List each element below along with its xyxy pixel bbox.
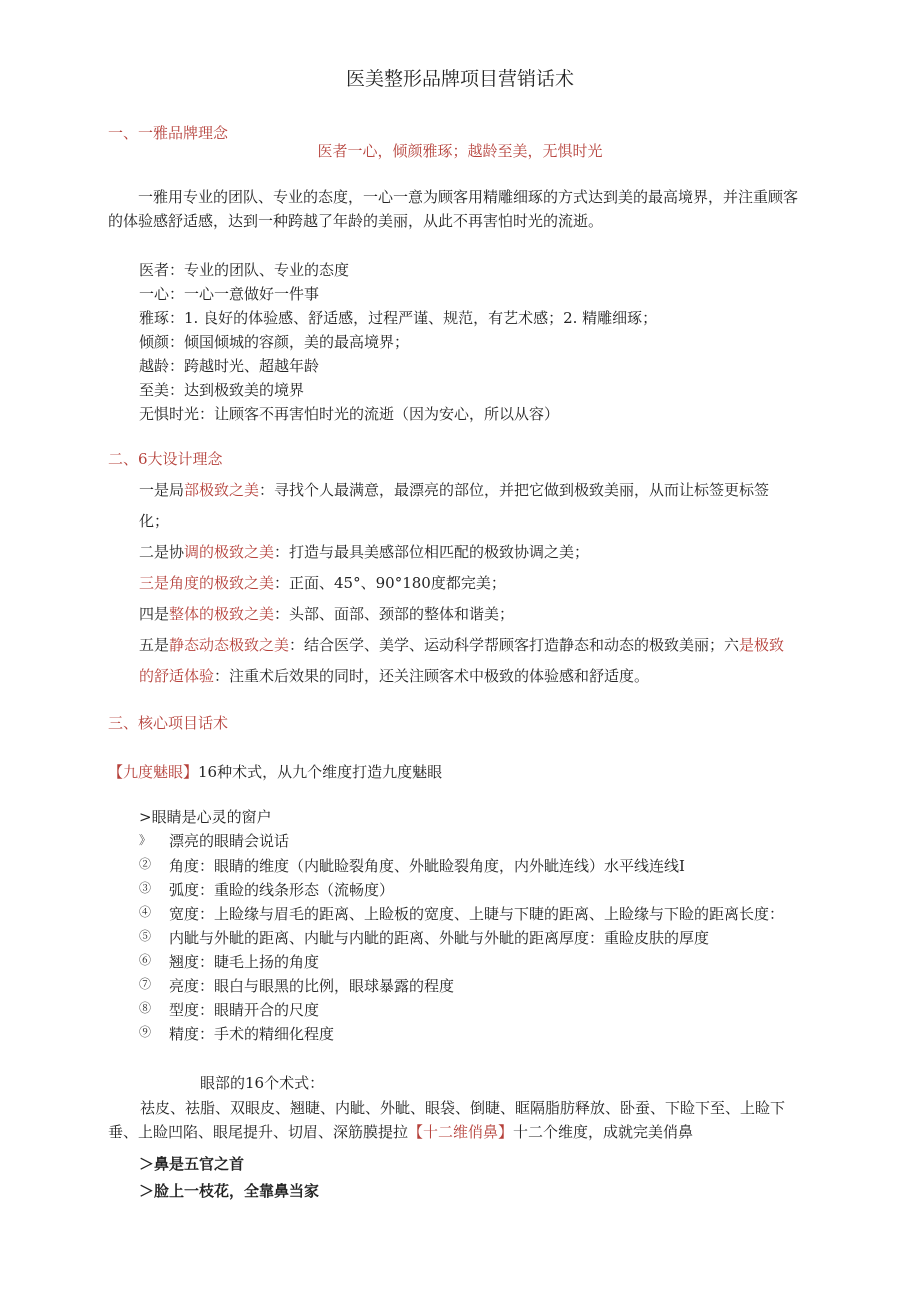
design-concept-3 [139, 572, 506, 593]
eye-methods-paragraph [108, 1096, 808, 1144]
highlight: 整体的极致之美 [169, 605, 275, 623]
concept-item: 医者：专业的团队、专业的态度 [139, 261, 350, 279]
highlight: 三是角度的极致之美 [139, 574, 275, 592]
eye-project-tag: 【九度魅眼】 [108, 763, 199, 781]
concept-item: 无惧时光：让顾客不再害怕时光的流逝（因为安心，所以从容） [139, 405, 560, 423]
concept-item: 越龄：跨越时光、超越年龄 [139, 357, 320, 375]
eye-project-line [108, 761, 442, 782]
eye-subtitle: >眼睛是心灵的窗户 [139, 808, 272, 826]
concept-item: 雅琢：1. 良好的体验感、舒适感，过程严谨、规范，有艺术感；2. 精雕细琢； [139, 309, 658, 327]
text: 一是局 [139, 481, 185, 499]
text: 五是 [139, 636, 170, 654]
eye-dimension-item: 角度：眼睛的维度（内眦睑裂角度、外眦睑裂角度，内外眦连线）水平线连线I [169, 857, 685, 875]
design-concept-1 [139, 479, 769, 500]
eye-dimension-item: 翘度：睫毛上扬的角度 [169, 953, 320, 971]
circled-number-markers: 》②③④⑤⑥⑦⑧⑨ [139, 833, 152, 1039]
brand-intro: 一雅用专业的团队、专业的态度，一心一意为顾客用精雕细琢的方式达到美的最高境界，并注重顾客的体验感舒适感，达到一种跨越了年龄的美丽，从此不再害怕时光的流逝。 [108, 188, 799, 230]
section-2-heading: 二、6大设计理念 [108, 450, 223, 468]
design-concept-1-cont: 化； [139, 512, 170, 530]
text: ：寻找个人最满意，最漂亮的部位，并把它做到极致美丽，从而让标签更标签 [259, 481, 770, 499]
concept-item: 倾颜：倾国倾城的容颜，美的最高境界； [139, 333, 410, 351]
eye-dimension-item: 漂亮的眼睛会说话 [169, 832, 290, 850]
eye-dimension-item: 宽度：上睑缘与眉毛的距离、上睑板的宽度、上睫与下睫的距离、上睑缘与下睑的距离长度： [169, 905, 785, 923]
nose-line: ＞脸上一枝花，全靠鼻当家 [139, 1182, 320, 1200]
nose-project-text: 十二个维度，成就完美俏鼻 [513, 1123, 694, 1141]
eye-project-text: 16种术式，从九个维度打造九度魅眼 [198, 763, 443, 781]
text: 二是协 [139, 543, 185, 561]
eye-dimension-item: 内眦与外眦的距离、内眦与内眦的距离、外眦与外眦的距离厚度：重睑皮肤的厚度 [169, 929, 710, 947]
eye-methods-list: 祛皮、祛脂、双眼皮、翘睫、内眦、外眦、眼袋、倒睫、眶隔脂肪释放、卧蚕、下睑下至、上睑下垂、上睑凹陷、眼尾提升、切眉、深筋膜提拉 [108, 1099, 786, 1141]
eye-methods-title: 眼部的16个术式： [200, 1074, 325, 1092]
page-title: 医美整形品牌项目营销话术 [345, 68, 574, 90]
text: ：头部、面部、颈部的整体和谐美； [274, 605, 515, 623]
section-1-heading: 一、一雅品牌理念 [108, 124, 229, 142]
concept-item: 一心：一心一意做好一件事 [139, 285, 320, 303]
highlight: 部极致之美 [184, 481, 260, 499]
section-3-heading: 三、核心项目话术 [108, 714, 229, 732]
concept-item: 至美：达到极致美的境界 [139, 381, 305, 399]
design-concept-4 [139, 603, 514, 624]
eye-dimension-item: 型度：眼睛开合的尺度 [169, 1001, 320, 1019]
text: 四是 [139, 605, 170, 623]
text: ：结合医学、美学、运动科学帮顾客打造静态和动态的极致美丽；六 [289, 636, 740, 654]
highlight: 是极致 [739, 636, 785, 654]
brand-slogan: 医者一心，倾颜雅琢；越龄至美，无惧时光 [317, 142, 603, 160]
design-concept-6 [139, 665, 649, 686]
nose-project-tag: 【十二维俏鼻】 [408, 1123, 514, 1141]
highlight: 的舒适体验 [139, 667, 215, 685]
design-concept-5 [139, 634, 784, 655]
nose-line: ＞鼻是五官之首 [139, 1155, 245, 1173]
text: ：打造与最具美感部位相匹配的极致协调之美； [274, 543, 590, 561]
eye-dimension-item: 亮度：眼白与眼黑的比例，眼球暴露的程度 [169, 977, 455, 995]
text: ：注重术后效果的同时，还关注顾客术中极致的体验感和舒适度。 [214, 667, 650, 685]
highlight: 静态动态极致之美 [169, 636, 290, 654]
eye-dimension-item: 精度：手术的精细化程度 [169, 1025, 335, 1043]
design-concept-2 [139, 541, 589, 562]
text: ：正面、45°、90°180度都完美； [274, 574, 506, 592]
eye-dimension-item: 弧度：重睑的线条形态（流畅度） [169, 881, 395, 899]
highlight: 调的极致之美 [184, 543, 275, 561]
